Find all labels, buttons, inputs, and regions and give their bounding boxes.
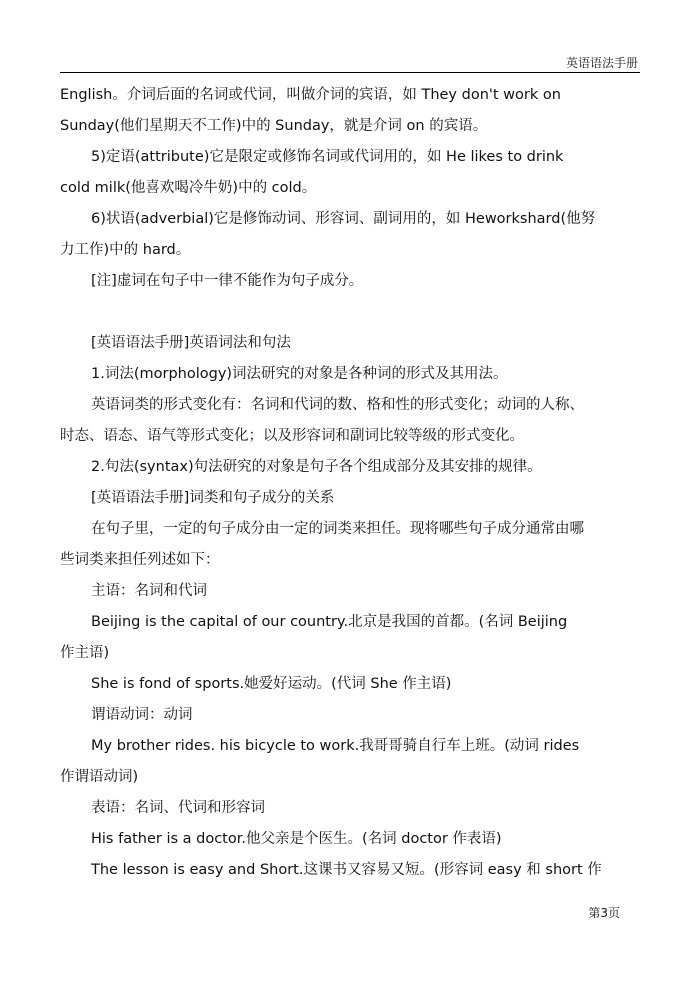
subheading-line: 表语：名词、代词和形容词: [91, 800, 265, 816]
example-line: My brother rides. his bicycle to work.我哥哥骑自行车上班。(动词 rides: [91, 738, 580, 754]
example-line: 作谓语动词): [60, 769, 139, 785]
section-heading: [英语语法手册]英语词法和句法: [91, 335, 291, 351]
text-line: 6)状语(adverbial)它是修饰动词、形容词、副词用的，如 Heworkshard(他努: [91, 211, 596, 227]
page-header: [60, 56, 640, 73]
text-line: English。介词后面的名词或代词，叫做介词的宾语，如 They don't work on: [60, 87, 561, 103]
subheading-line: 主语：名词和代词: [91, 583, 207, 599]
example-line: His father is a doctor.他父亲是个医生。(名词 doctor 作表语): [91, 831, 502, 847]
text-line: 在句子里，一定的句子成分由一定的词类来担任。现将哪些句子成分通常由哪: [91, 521, 584, 537]
text-line: 力工作)中的 hard。: [60, 242, 191, 258]
document-body: [60, 80, 642, 886]
text-line: 1.词法(morphology)词法研究的对象是各种词的形式及其用法。: [91, 366, 508, 382]
header-title: 英语语法手册: [565, 56, 638, 70]
text-line: Sunday(他们星期天不工作)中的 Sunday，就是介词 on 的宾语。: [60, 118, 488, 134]
blank-line: [60, 297, 642, 328]
example-line: Beijing is the capital of our country.北京是我国的首都。(名词 Beijing: [91, 614, 568, 630]
text-line: 些词类来担任列述如下：: [60, 552, 220, 568]
text-line: 2.句法(syntax)句法研究的对象是句子各个组成部分及其安排的规律。: [91, 459, 542, 475]
example-line: 作主语): [60, 645, 110, 661]
subheading-line: 谓语动词：动词: [91, 707, 193, 723]
text-line: 5)定语(attribute)它是限定或修饰名词或代词用的，如 He likes to drink: [91, 149, 564, 165]
text-line: cold milk(他喜欢喝冷牛奶)中的 cold。: [60, 180, 317, 196]
example-line: She is fond of sports.她爱好运动。(代词 She 作主语): [91, 676, 452, 692]
page-number: 第3页: [588, 906, 620, 920]
text-line: 时态、语态、语气等形式变化；以及形容词和副词比较等级的形式变化。: [60, 428, 524, 444]
text-line: 英语词类的形式变化有：名词和代词的数、格和性的形式变化；动词的人称、: [91, 397, 584, 413]
note-line: [注]虚词在句子中一律不能作为句子成分。: [91, 273, 364, 289]
example-line: The lesson is easy and Short.这课书又容易又短。(形容词 easy 和 short 作: [91, 862, 602, 878]
section-heading: [英语语法手册]词类和句子成分的关系: [91, 490, 335, 506]
